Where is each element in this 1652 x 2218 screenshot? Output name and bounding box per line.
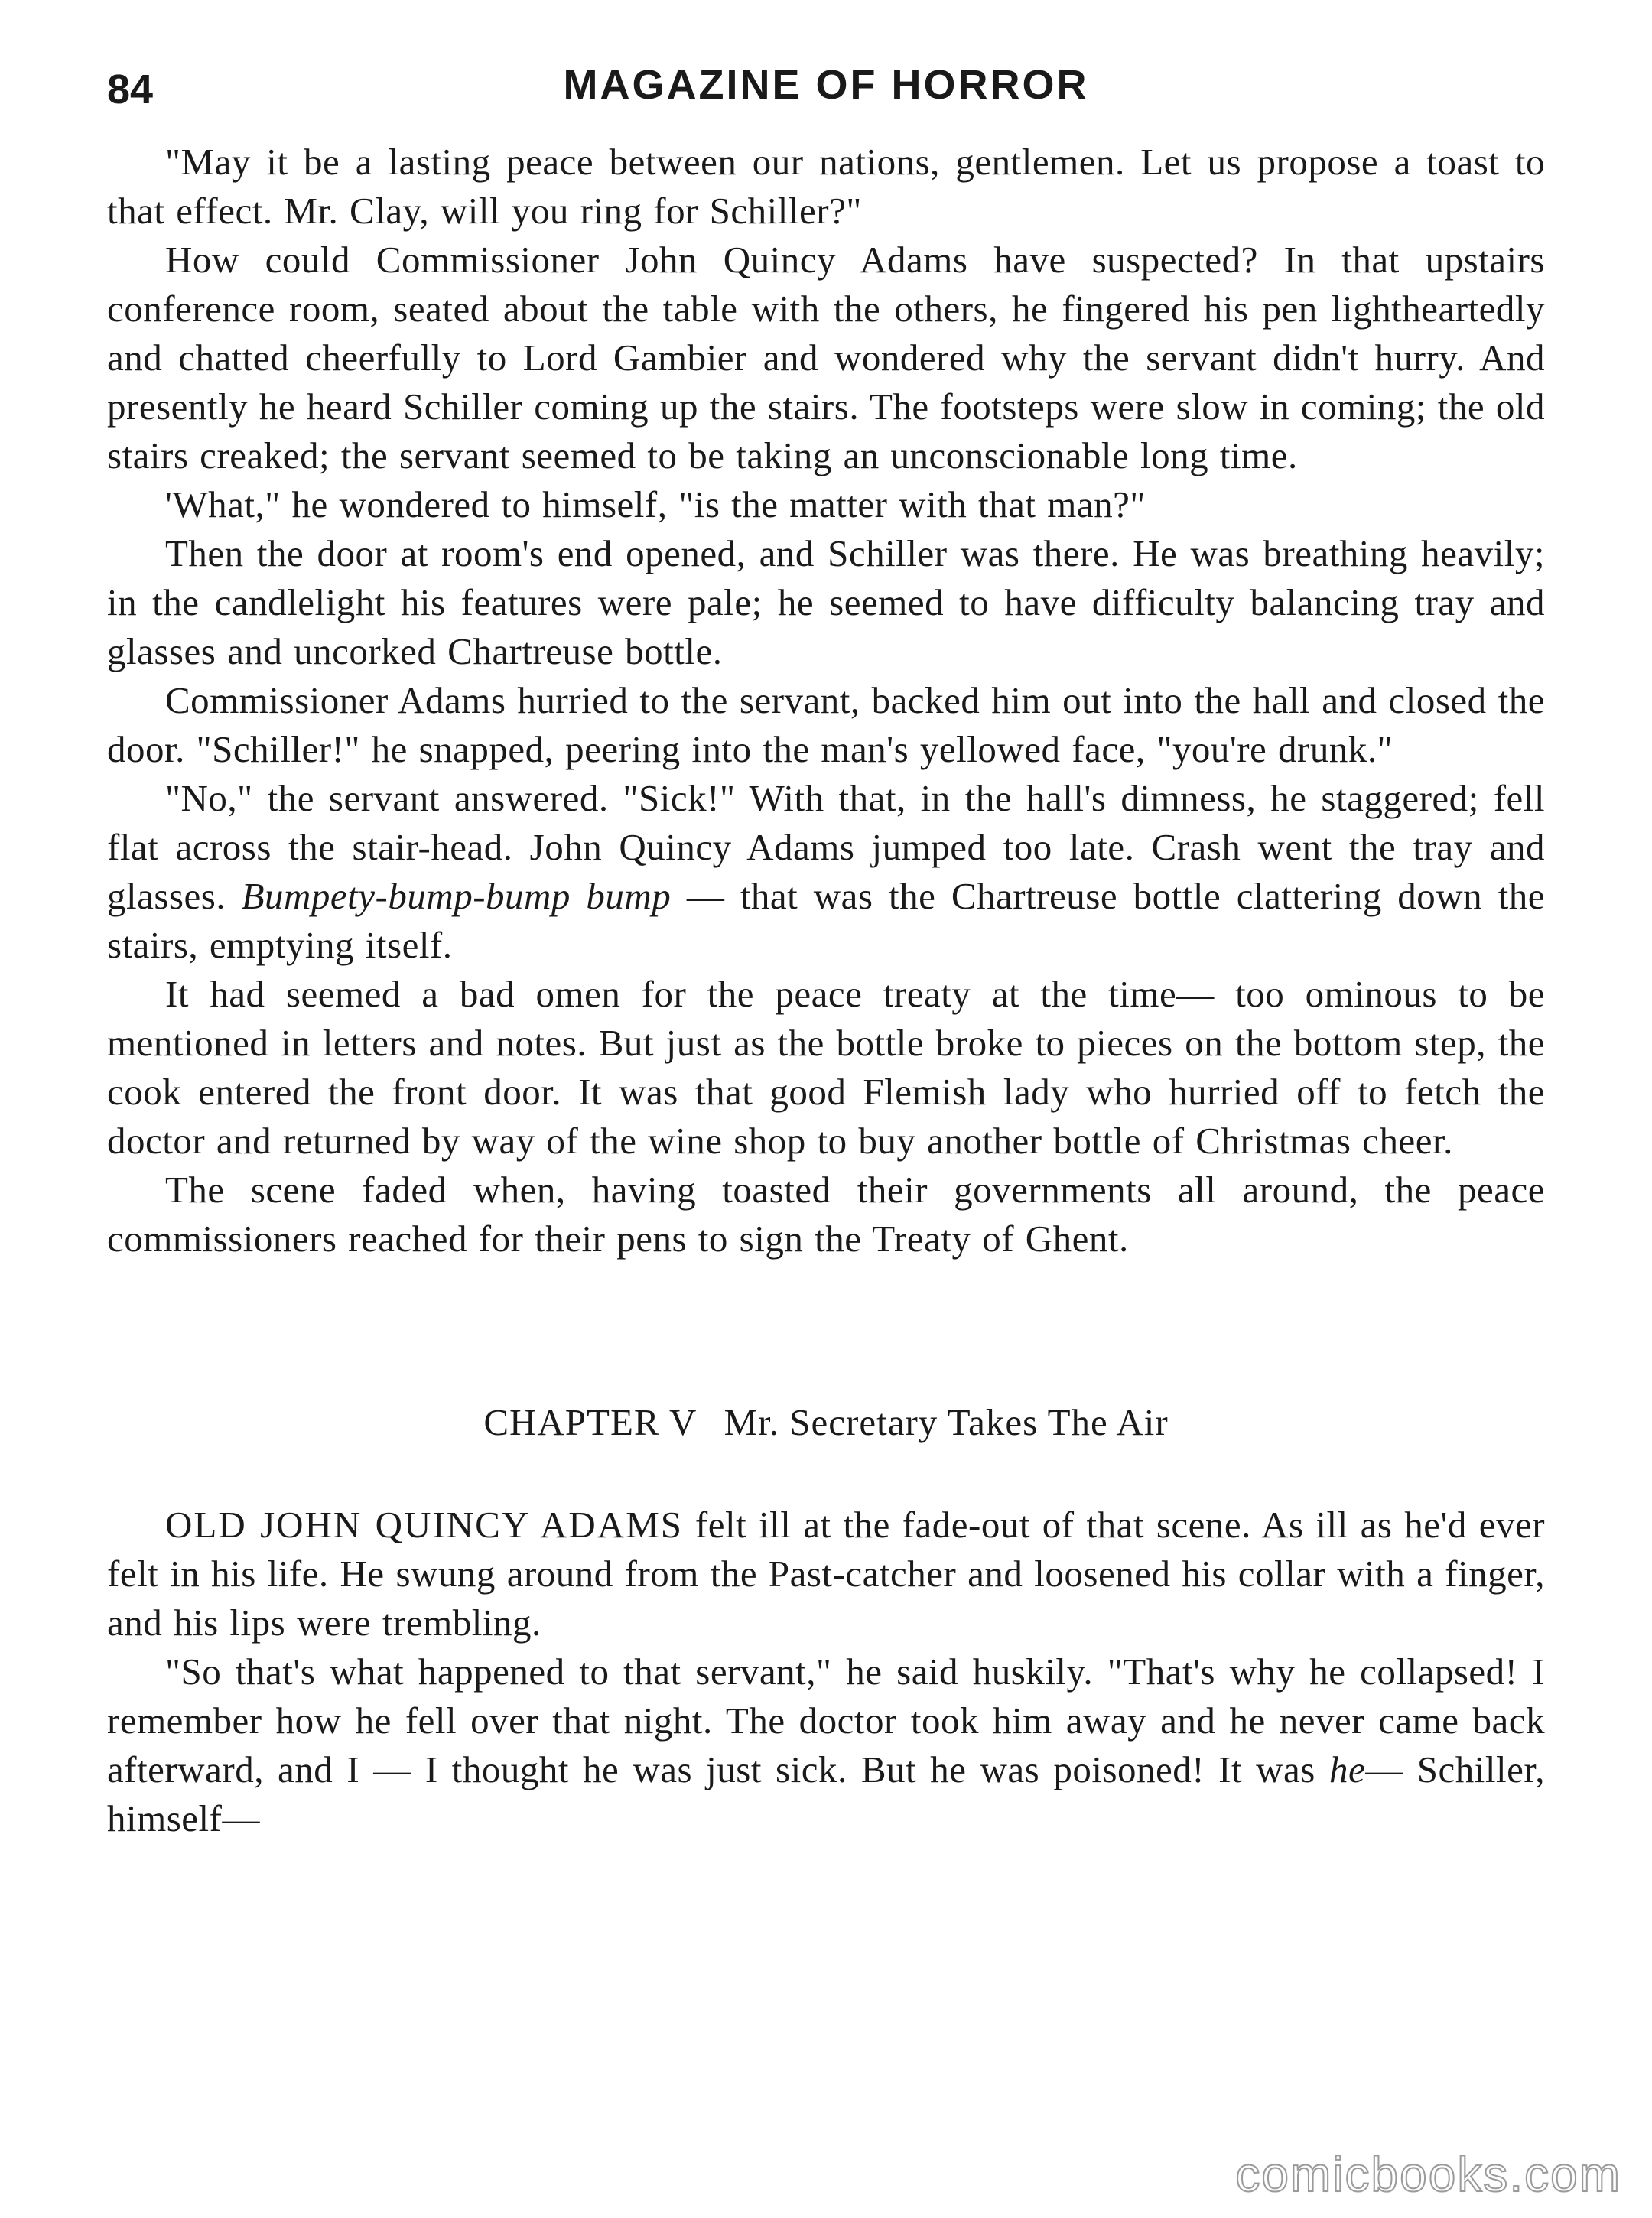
paragraph: Commissioner Adams hurried to the servant, backed him out into the hall and closed the door. "Schiller!" he snapped, peering into the man's yellowed face, "you're drunk.": [107, 679, 1545, 770]
italic-sound-effect: Bumpety-bump-bump bump: [241, 875, 672, 917]
paragraph-text: — Schiller, himself—: [107, 1748, 1545, 1839]
lead-smallcaps: OLD JOHN QUINCY ADAMS: [165, 1504, 684, 1546]
paragraph-text: felt ill at the fade-out of that scene. As ill as he'd ever felt in his life. He swung around from the Past-catcher and loosened his collar with a finger, and his lips were trembling.: [107, 1504, 1546, 1644]
paragraph: Then the door at room's end opened, and Schiller was there. He was breathing heavily; in the candlelight his features were pale; he seemed to have difficulty balancing tray and glasses and uncorked Chartreuse bottle.: [107, 532, 1545, 672]
paragraph: 'What," he wondered to himself, "is the matter with that man?": [165, 483, 1146, 525]
paragraph: How could Commissioner John Quincy Adams have suspected? In that upstairs conference room, seated about the table with the others, he fingered his pen lightheartedly and chatted cheerfully to Lord Gambier and wondered why the servant didn't hurry. And presently he heard Schiller coming up the stairs. The footsteps were slow in coming; the old stairs creaked; the servant seemed to be taking an unconscionable long time.: [107, 239, 1545, 476]
paragraph: [107, 774, 1545, 970]
paragraph: "May it be a lasting peace between our nations, gentlemen. Let us propose a toast to that effect. Mr. Clay, will you ring for Schiller?": [107, 141, 1545, 232]
paragraph: [107, 1501, 1545, 1647]
paragraph: [107, 1647, 1545, 1843]
chapter-heading: [107, 1398, 1545, 1447]
chapter-title: Mr. Secretary Takes The Air: [724, 1401, 1169, 1443]
book-page: [107, 61, 1545, 2187]
paragraph-text: "No," the servant answered. "Sick!" With that, in the hall's dimness, he staggered; fell flat across the stair-head. John Quincy Adams jumped too late. Crash went the tray and glasses.: [107, 777, 1545, 917]
chapter-body-text: [107, 1501, 1545, 1843]
page-number: 84: [107, 67, 154, 112]
page-header: [107, 61, 1545, 122]
paragraph-text: "So that's what happened to that servant," he said huskily. "That's why he collapsed! I remember how he fell over that night. The doctor took him away and he never came back afterward, and I — I thought he was just sick. But he was poisoned! It was: [107, 1650, 1545, 1790]
body-text: [107, 138, 1545, 1263]
paragraph: The scene faded when, having toasted their governments all around, the peace commissioners reached for their pens to sign the Treaty of Ghent.: [107, 1169, 1545, 1260]
watermark-logo: comicbooks.com: [1235, 2147, 1621, 2202]
paragraph-text: — that was the Chartreuse bottle clattering down the stairs, emptying itself.: [107, 875, 1545, 966]
running-title: MAGAZINE OF HORROR: [563, 62, 1089, 108]
chapter-label: CHAPTER V: [483, 1401, 698, 1443]
paragraph: It had seemed a bad omen for the peace treaty at the time— too ominous to be mentioned in letters and notes. But just as the bottle broke to pieces on the bottom step, the cook entered the front door. It was that good Flemish lady who hurried off to fetch the doctor and returned by way of the wine shop to buy another bottle of Christmas cheer.: [107, 973, 1545, 1162]
italic-emphasis: he: [1328, 1748, 1366, 1790]
